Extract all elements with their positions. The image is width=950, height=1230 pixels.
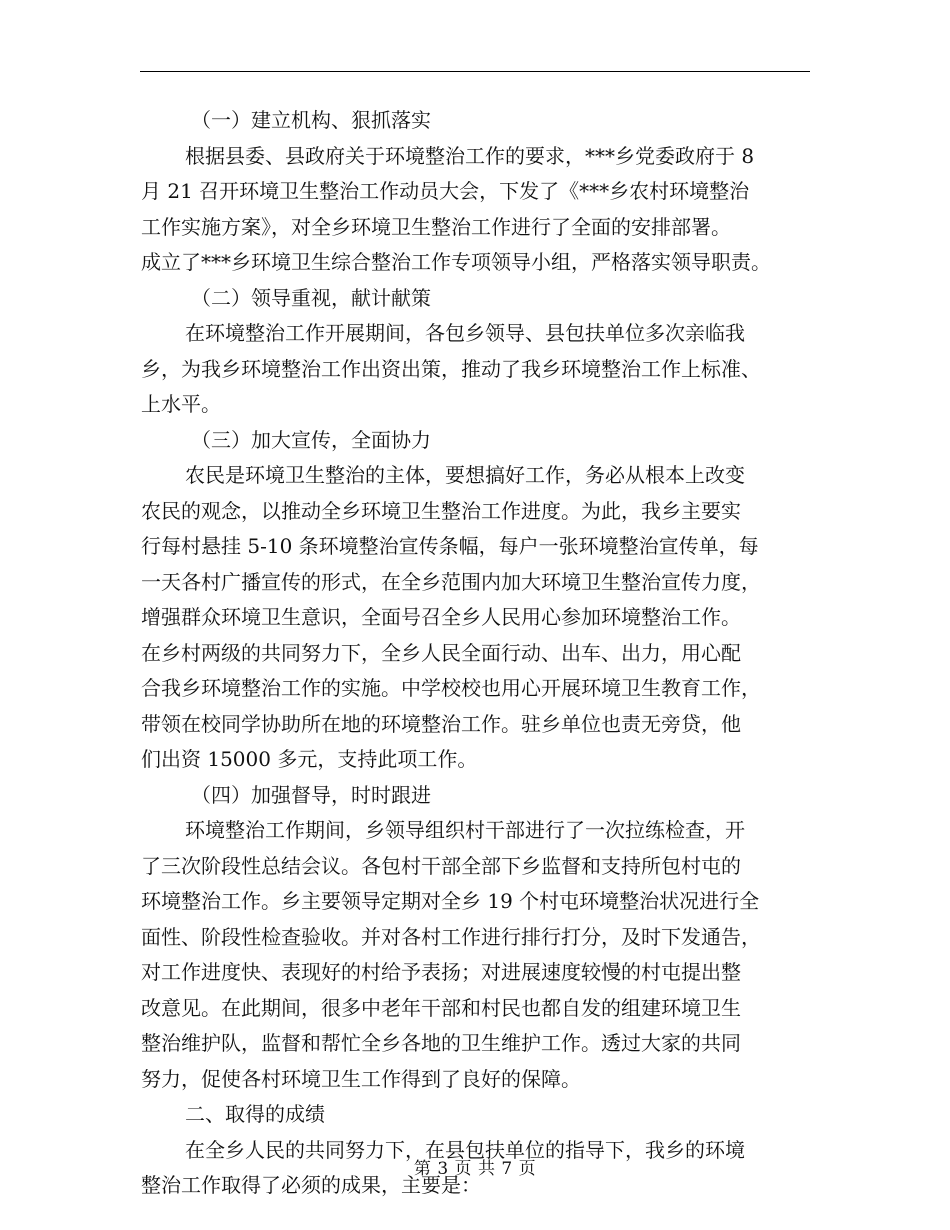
text-line: 面性、阶段性检查验收。并对各村工作进行排行打分，及时下发通告， (141, 924, 761, 949)
text-line: 成立了***乡环境卫生综合整治工作专项领导小组，严格落实领导职责。 (141, 250, 771, 274)
section-heading: （二）领导重视，献计献策 (191, 285, 431, 310)
text-line: 行每村悬挂 5-10 条环境整治宣传条幅，每户一张环境整治宣传单，每 (141, 534, 759, 558)
text-line: 乡，为我乡环境整治工作出资出策，推动了我乡环境整治工作上标准、 (141, 356, 761, 381)
text-line: 整治维护队，监督和帮忙全乡各地的卫生维护工作。透过大家的共同 (141, 1031, 741, 1055)
text-line: 农民是环境卫生整治的主体，要想搞好工作，务必从根本上改变 (185, 463, 745, 487)
header-rule (140, 71, 810, 72)
text-line: 环境整治工作期间，乡领导组织村干部进行了一次拉练检查，开 (185, 818, 745, 842)
text-line: 们出资 15000 多元，支持此项工作。 (141, 747, 478, 771)
text-line: 在环境整治工作开展期间，各包乡领导、县包扶单位多次亲临我 (185, 321, 745, 345)
text-line: 整治工作取得了必须的成果，主要是： (141, 1173, 481, 1197)
text-line: 根据县委、县政府关于环境整治工作的要求，***乡党委政府于 8 (185, 143, 755, 168)
section-heading: （一）建立机构、狠抓落实 (191, 108, 431, 132)
text-line: 在乡村两级的共同努力下，全乡人民全面行动、出车、出力，用心配 (141, 640, 741, 665)
text-line: 努力，促使各村环境卫生工作得到了良好的保障。 (141, 1066, 581, 1091)
text-line: 增强群众环境卫生意识，全面号召全乡人民用心参加环境整治工作。 (141, 605, 741, 629)
document-body (141, 103, 813, 1204)
text-line: 上水平。 (141, 392, 221, 416)
text-line: 农民的观念，以推动全乡环境卫生整治工作进度。为此，我乡主要实 (141, 498, 741, 523)
page-footer: 第 3 页 共 7 页 (413, 1159, 537, 1179)
text-line: 对工作进度快、表现好的村给予表扬；对进展速度较慢的村屯提出整 (141, 960, 741, 984)
text-line: 二、取得的成绩 (185, 1102, 325, 1126)
text-line: 一天各村广播宣传的形式，在全乡范围内加大环境卫生整治宣传力度， (141, 569, 761, 594)
text-line: 合我乡环境整治工作的实施。中学校校也用心开展环境卫生教育工作， (141, 676, 761, 700)
text-line: 改意见。在此期间，很多中老年干部和村民也都自发的组建环境卫生 (141, 995, 741, 1020)
text-line: 了三次阶段性总结会议。各包村干部全部下乡监督和支持所包村屯的 (141, 853, 741, 878)
text-line: 工作实施方案》，对全乡环境卫生整治工作进行了全面的安排部署。 (141, 214, 731, 239)
text-line: 在全乡人民的共同努力下，在县包扶单位的指导下，我乡的环境 (185, 1137, 745, 1162)
section-heading: （四）加强督导，时时跟进 (191, 782, 431, 807)
section-heading: （三）加大宣传，全面协力 (191, 427, 431, 452)
text-line: 环境整治工作。乡主要领导定期对全乡 19 个村屯环境整治状况进行全 (141, 889, 760, 913)
text-line: 月 21 召开环境卫生整治工作动员大会，下发了《***乡农村环境整治 (141, 179, 750, 203)
text-line: 带领在校同学协助所在地的环境整治工作。驻乡单位也责无旁贷，他 (141, 711, 741, 736)
